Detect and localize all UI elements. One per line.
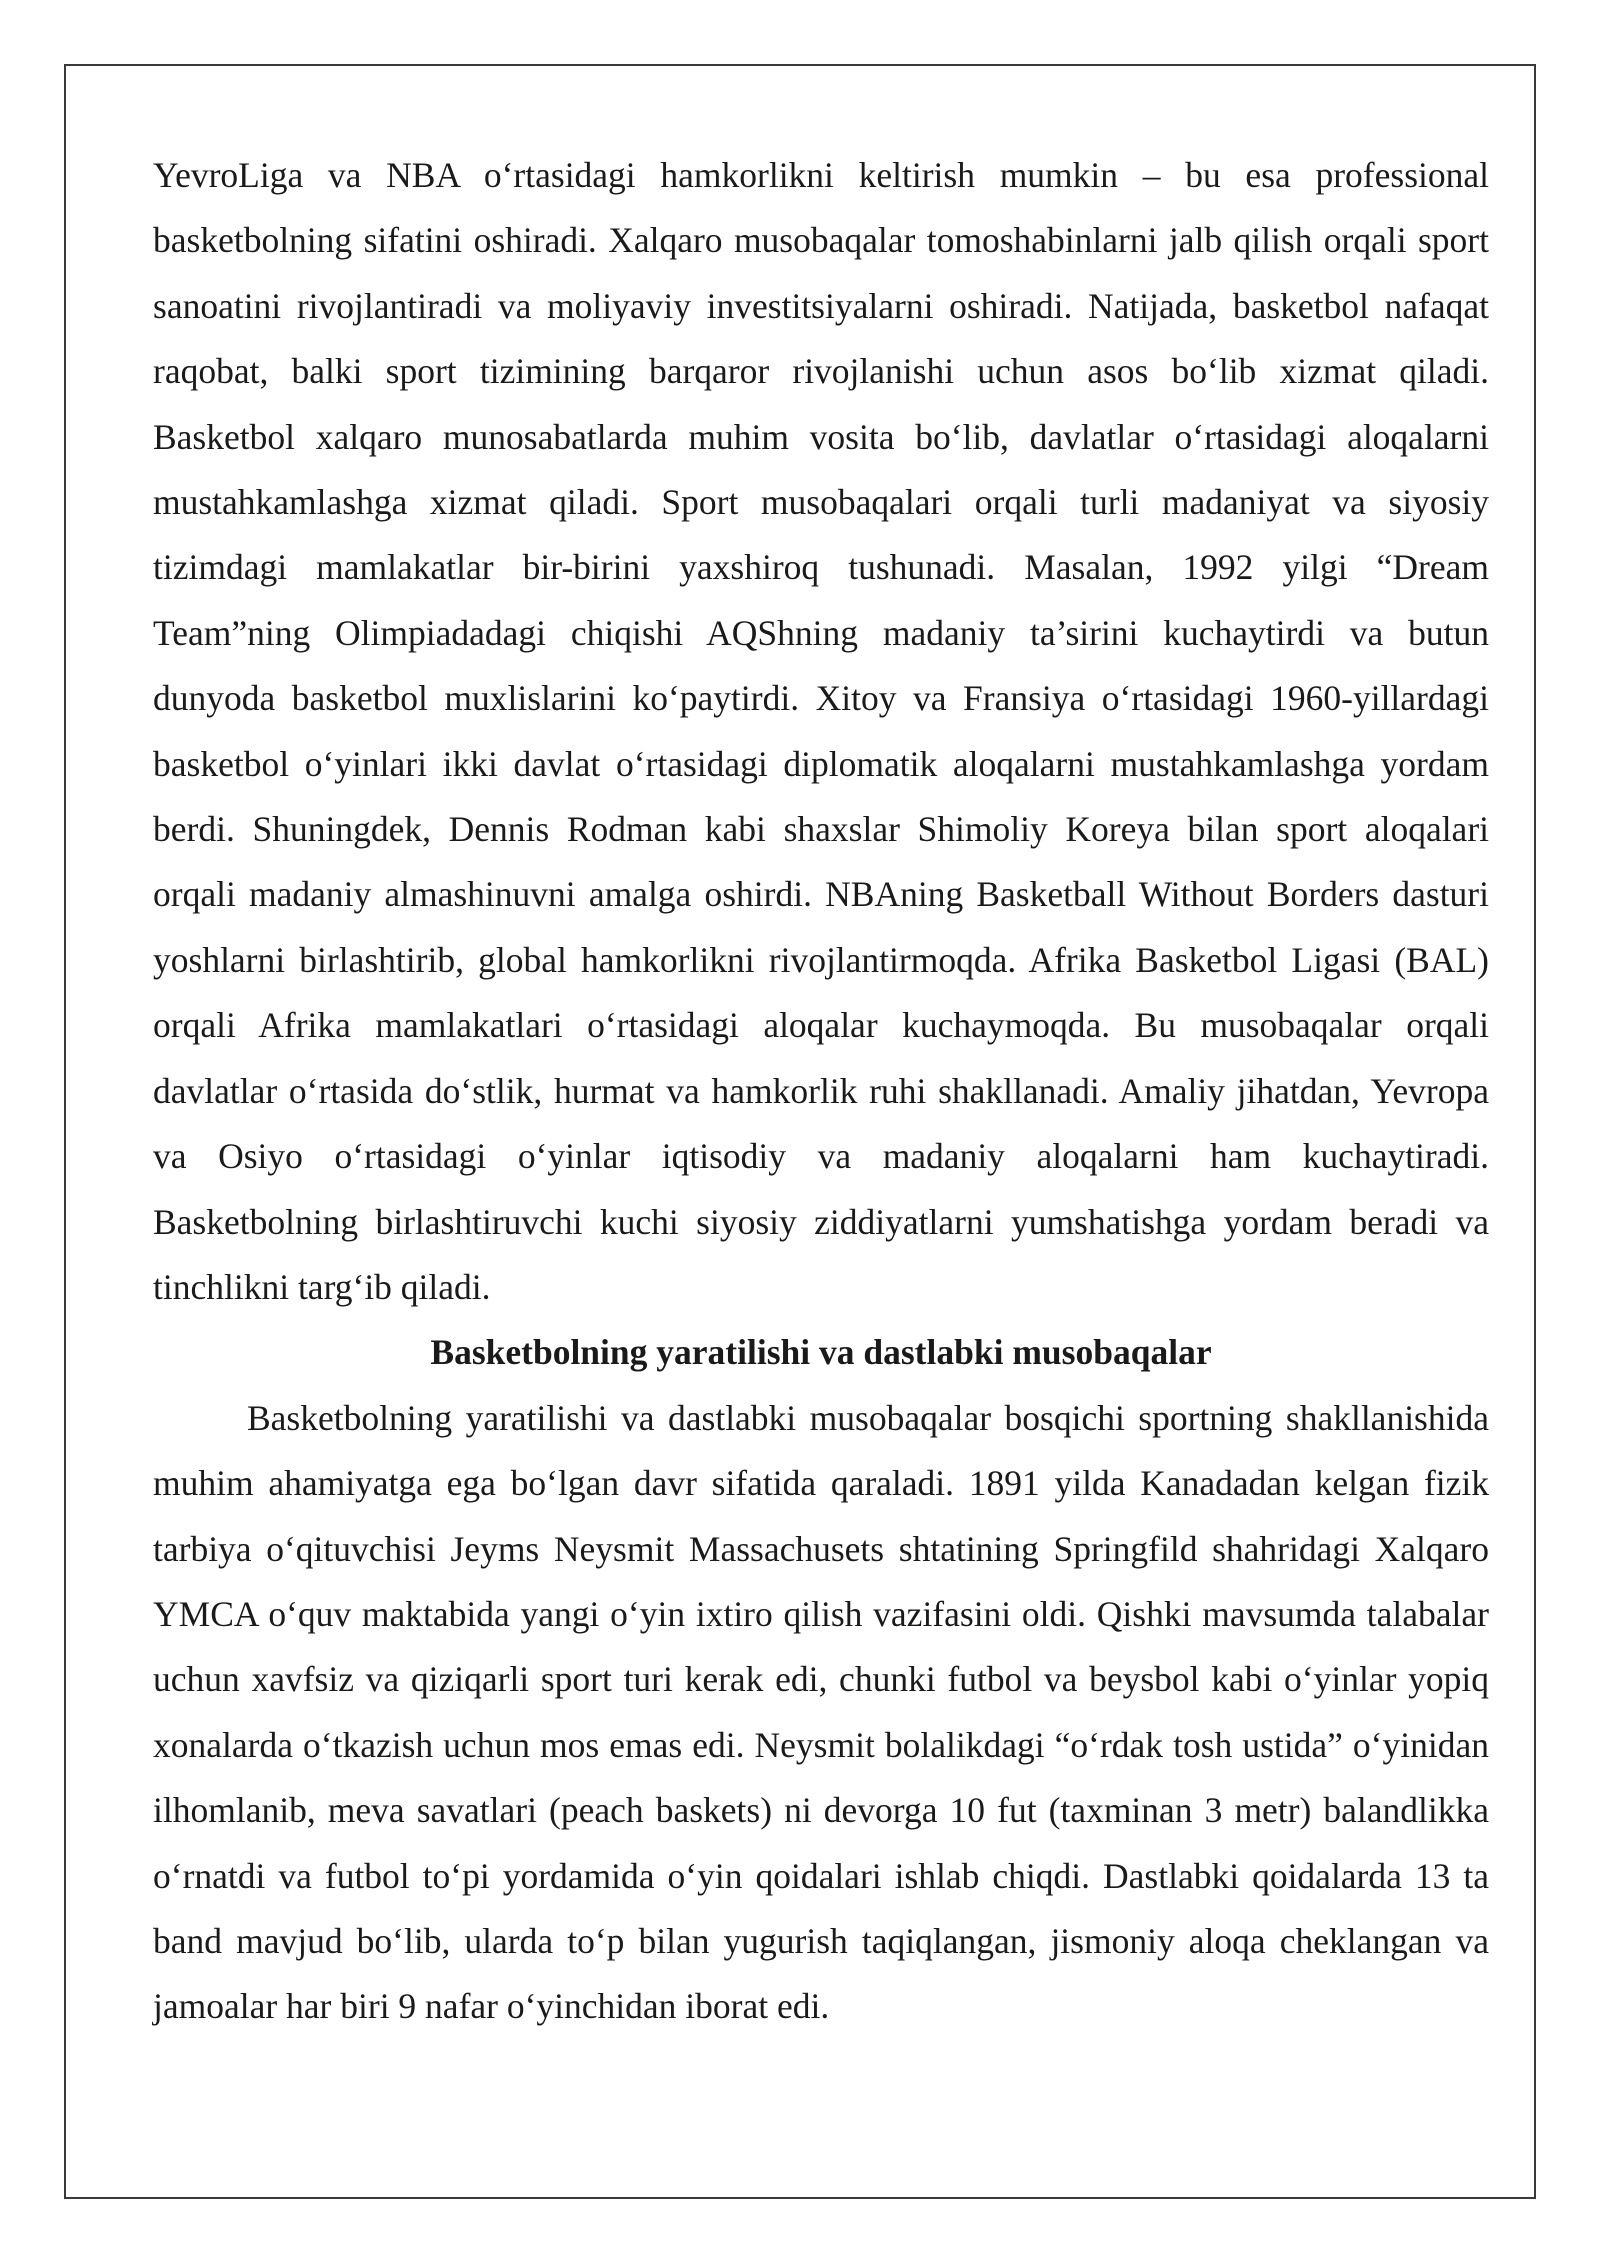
section-heading: Basketbolning yaratilishi va dastlabki musobaqalar (430, 1332, 1212, 1373)
document-body (153, 143, 1489, 2040)
body-paragraph: Basketbolning yaratilishi va dastlabki musobaqalar bosqichi sportning shakllanishida muhim ahamiyatga ega bo‘lgan davr sifatida qaraladi. 1891 yilda Kanadadan kelgan fizik tarbiya o‘qituvchisi Jeyms Neysmit Massachusets shtatining Springfild shahridagi Xalqaro YMCA o‘quv maktabida yangi o‘yin ixtiro qilish vazifasini oldi. Qishki mavsumda talabalar uchun xavfsiz va qiziqarli sport turi kerak edi, chunki futbol va beysbol kabi o‘yinlar yopiq xonalarda o‘tkazish uchun mos emas edi. Neysmit bolalikdagi “o‘rdak tosh ustida” o‘yinidan ilhomlanib, meva savatlari (peach baskets) ni devorga 10 fut (taxminan 3 metr) balandlikka o‘rnatdi va futbol to‘pi yordamida o‘yin qoidalari ishlab chiqdi. Dastlabki qoidalarda 13 ta band mavjud bo‘lib, ularda to‘p bilan yugurish taqiqlangan, jismoniy aloqa cheklangan va jamoalar har biri 9 nafar o‘yinchidan iborat edi. (153, 1397, 1489, 2027)
body-paragraph: YevroLiga va NBA o‘rtasidagi hamkorlikni keltirish mumkin – bu esa professional basketbolning sifatini oshiradi. Xalqaro musobaqalar tomoshabinlarni jalb qilish orqali sport sanoatini rivojlantiradi va moliyaviy investitsiyalarni oshiradi. Natijada, basketbol nafaqat raqobat, balki sport tizimining barqaror rivojlanishi uchun asos bo‘lib xizmat qiladi. Basketbol xalqaro munosabatlarda muhim vosita bo‘lib, davlatlar o‘rtasidagi aloqalarni mustahkamlashga xizmat qiladi. Sport musobaqalari orqali turli madaniyat va siyosiy tizimdagi mamlakatlar bir-birini yaxshiroq tushunadi. Masalan, 1992 yilgi “Dream Team”ning Olimpiadadagi chiqishi AQShning madaniy ta’sirini kuchaytirdi va butun dunyoda basketbol muxlislarini ko‘paytirdi. Xitoy va Fransiya o‘rtasidagi 1960-yillardagi basketbol o‘yinlari ikki davlat o‘rtasidagi diplomatik aloqalarni mustahkamlashga yordam berdi. Shuningdek, Dennis Rodman kabi shaxslar Shimoliy Koreya bilan sport aloqalari orqali madaniy almashinuvni amalga oshirdi. NBAning Basketball Without Borders dasturi yoshlarni birlashtirib, global hamkorlikni rivojlantirmoqda. Afrika Basketbol Ligasi (BAL) orqali Afrika mamlakatlari o‘rtasidagi aloqalar kuchaymoqda. Bu musobaqalar orqali davlatlar o‘rtasida do‘stlik, hurmat va hamkorlik ruhi shakllanadi. Amaliy jihatdan, Yevropa va Osiyo o‘rtasidagi o‘yinlar iqtisodiy va madaniy aloqalarni ham kuchaytiradi. Basketbolning birlashtiruvchi kuchi siyosiy ziddiyatlarni yumshatishga yordam beradi va tinchlikni targ‘ib qiladi. (153, 155, 1489, 1307)
